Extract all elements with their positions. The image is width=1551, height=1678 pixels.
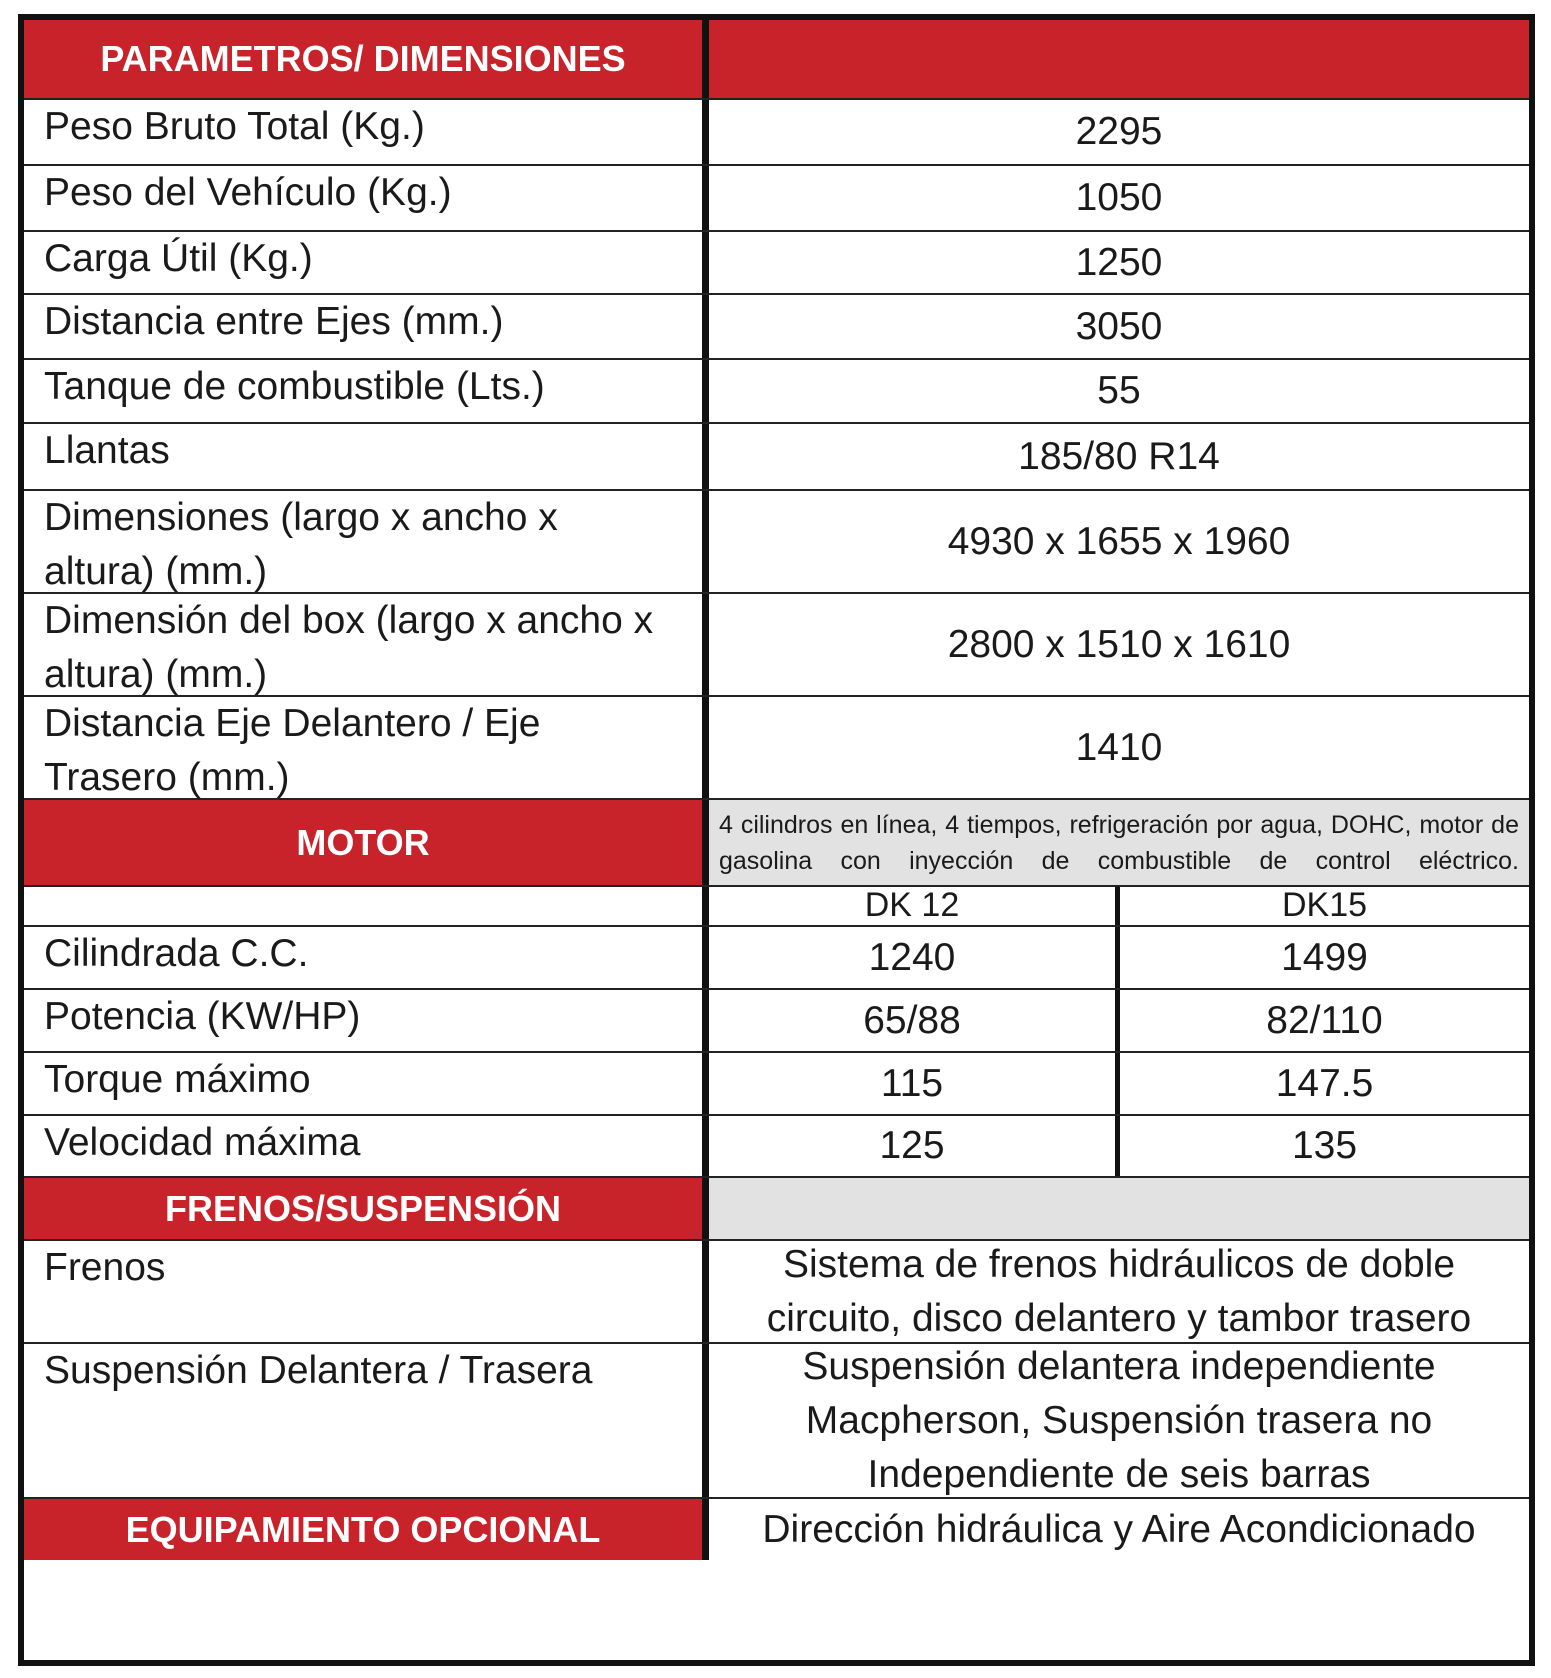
row-label: Tanque de combustible (Lts.) bbox=[44, 365, 545, 408]
dk15-value: 147.5 bbox=[1275, 1061, 1374, 1105]
table-row bbox=[24, 232, 1529, 295]
dk12-value: 65/88 bbox=[863, 998, 961, 1042]
brakes-header-blank bbox=[709, 1178, 1529, 1239]
model-dk15: DK15 bbox=[1281, 886, 1368, 924]
table-row bbox=[24, 360, 1529, 424]
table-row bbox=[24, 1053, 1529, 1116]
model-dk12: DK 12 bbox=[864, 886, 960, 924]
table-row bbox=[24, 424, 1529, 491]
row-label: Distancia entre Ejes (mm.) bbox=[44, 300, 504, 343]
row-label: Peso del Vehículo (Kg.) bbox=[44, 171, 452, 214]
dk12-value: 115 bbox=[880, 1061, 944, 1105]
row-label: Distancia Eje Delantero / Eje Trasero (mm.) bbox=[44, 702, 541, 799]
motor-description: 4 cilindros en línea, 4 tiempos, refrigeración por agua, DOHC, motor de gasolina con inyección de combustible de control eléctrico. bbox=[709, 800, 1529, 885]
table-row bbox=[24, 1116, 1529, 1178]
table-row bbox=[24, 927, 1529, 990]
row-value: 1050 bbox=[1075, 176, 1163, 219]
row-label: Cilindrada C.C. bbox=[44, 932, 309, 975]
row-label: Llantas bbox=[44, 429, 170, 472]
row-value: 185/80 R14 bbox=[1018, 434, 1220, 478]
table-row bbox=[24, 697, 1529, 800]
brakes-header-row bbox=[24, 1178, 1529, 1241]
row-label: Peso Bruto Total (Kg.) bbox=[44, 105, 425, 148]
row-label: Torque máximo bbox=[44, 1058, 311, 1101]
table-row bbox=[24, 990, 1529, 1053]
table-row bbox=[24, 491, 1529, 594]
row-value: 3050 bbox=[1075, 304, 1163, 348]
table-row bbox=[24, 1344, 1529, 1499]
dk12-value: 125 bbox=[879, 1124, 945, 1167]
row-value: 4930 x 1655 x 1960 bbox=[947, 519, 1291, 563]
row-label: Velocidad máxima bbox=[44, 1121, 361, 1164]
row-value: Sistema de frenos hidráulicos de doble circuito, disco delantero y tambor trasero bbox=[766, 1242, 1472, 1340]
row-label: Carga Útil (Kg.) bbox=[44, 237, 313, 280]
dk15-value: 1499 bbox=[1281, 935, 1368, 979]
dimensions-header: PARAMETROS/ DIMENSIONES bbox=[24, 20, 702, 98]
table-row bbox=[24, 594, 1529, 697]
motor-header: MOTOR bbox=[24, 800, 702, 885]
motor-header-row bbox=[24, 800, 1529, 887]
table-row bbox=[24, 166, 1529, 232]
row-label: Dimensiones (largo x ancho x altura) (mm.) bbox=[44, 496, 558, 593]
models-header-row bbox=[24, 887, 1529, 927]
models-header-blank bbox=[24, 887, 702, 925]
table-row bbox=[24, 1241, 1529, 1344]
optional-value: Dirección hidráulica y Aire Acondicionado bbox=[762, 1507, 1476, 1551]
row-value: 1410 bbox=[1075, 725, 1163, 769]
row-value: 2800 x 1510 x 1610 bbox=[947, 622, 1291, 666]
table-row bbox=[24, 100, 1529, 166]
row-value: 55 bbox=[1097, 369, 1141, 412]
row-value: Suspensión delantera independiente Macpherson, Suspensión trasera no Independiente de seis barras bbox=[802, 1344, 1436, 1496]
optional-header: EQUIPAMIENTO OPCIONAL bbox=[24, 1499, 702, 1560]
row-label: Suspensión Delantera / Trasera bbox=[44, 1349, 593, 1392]
dk12-value: 1240 bbox=[868, 935, 956, 979]
table-row bbox=[24, 295, 1529, 360]
row-label: Potencia (KW/HP) bbox=[44, 995, 361, 1038]
spec-table bbox=[18, 14, 1535, 1666]
dk15-value: 135 bbox=[1291, 1124, 1358, 1167]
dimensions-header-row bbox=[24, 20, 1529, 100]
row-label: Frenos bbox=[44, 1246, 166, 1289]
dimensions-header-blank bbox=[709, 20, 1529, 98]
dk15-value: 82/110 bbox=[1266, 998, 1383, 1042]
optional-row bbox=[24, 1499, 1529, 1560]
row-value: 1250 bbox=[1075, 240, 1163, 284]
brakes-header: FRENOS/SUSPENSIÓN bbox=[24, 1178, 702, 1239]
row-value: 2295 bbox=[1075, 110, 1163, 153]
row-label: Dimensión del box (largo x ancho x altura) (mm.) bbox=[44, 599, 654, 696]
